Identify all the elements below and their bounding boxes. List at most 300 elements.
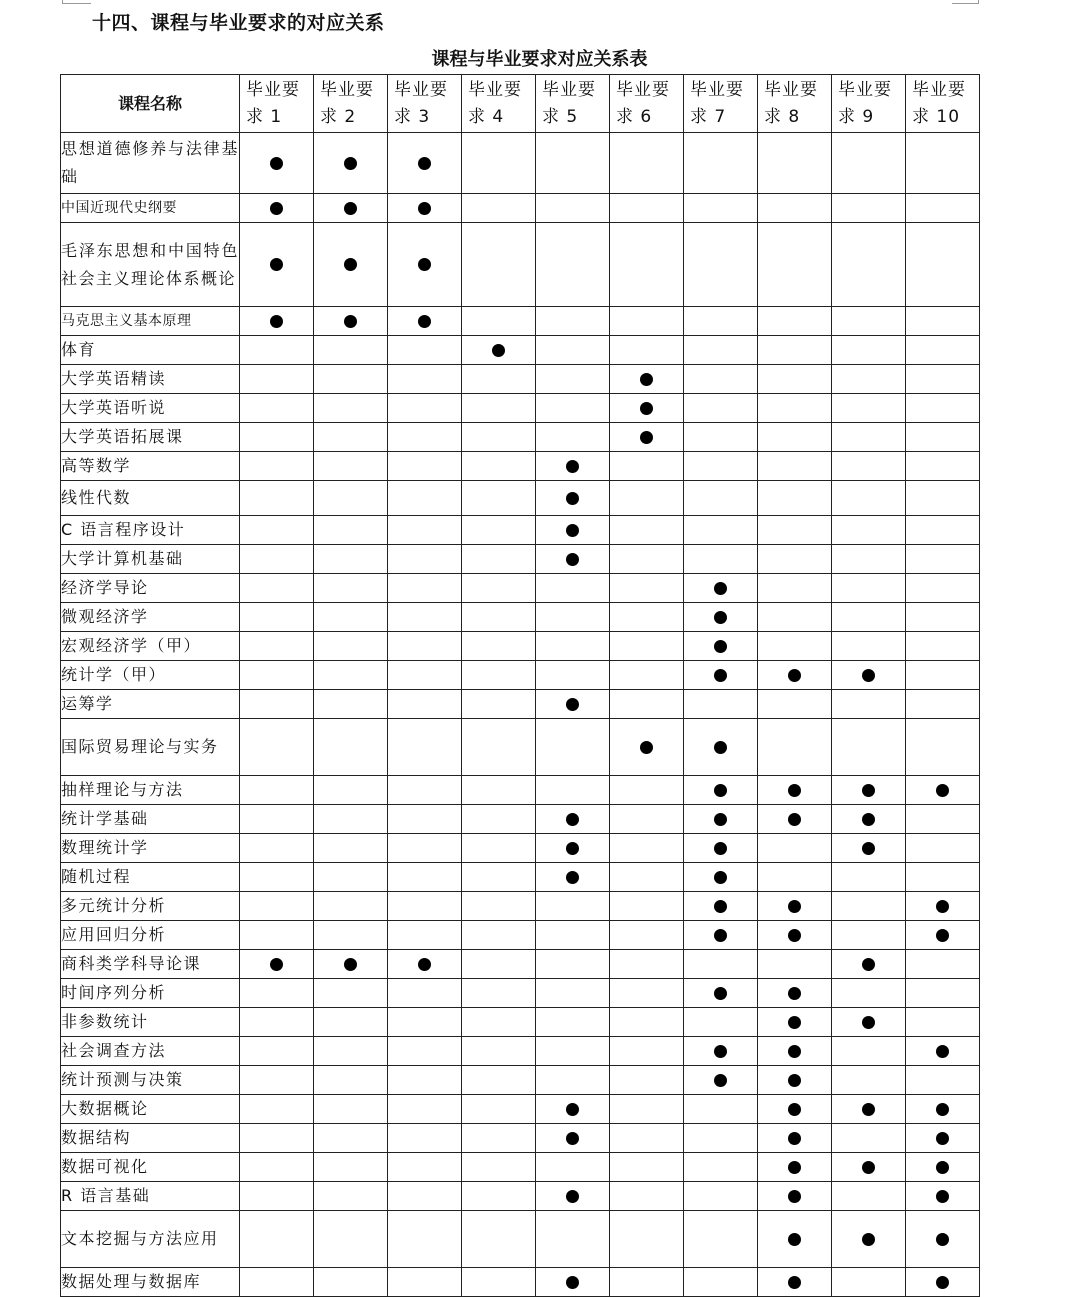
course-name-cell: 数理统计学 (61, 834, 240, 863)
requirement-cell (832, 1211, 906, 1268)
requirement-cell (758, 632, 832, 661)
requirement-header: 毕业要求 1 (240, 75, 314, 133)
mark-dot-icon (714, 842, 727, 855)
requirement-cell (314, 1124, 388, 1153)
requirement-cell (388, 365, 462, 394)
requirement-cell (388, 307, 462, 336)
requirement-cell (240, 394, 314, 423)
requirement-cell (462, 1268, 536, 1297)
requirement-cell (388, 1211, 462, 1268)
requirement-cell (610, 1153, 684, 1182)
requirement-cell (684, 336, 758, 365)
requirement-cell (832, 1037, 906, 1066)
table-row (61, 805, 980, 834)
mark-dot-icon (936, 1190, 949, 1203)
requirement-cell (906, 863, 980, 892)
requirement-cell (610, 481, 684, 516)
requirement-cell (610, 1124, 684, 1153)
mark-dot-icon (714, 611, 727, 624)
requirement-cell (388, 776, 462, 805)
course-name-cell: 统计预测与决策 (61, 1066, 240, 1095)
requirement-cell (388, 892, 462, 921)
requirement-cell (906, 1037, 980, 1066)
requirement-cell (536, 834, 610, 863)
requirement-cell (758, 574, 832, 603)
course-name-cell: 统计学（甲） (61, 661, 240, 690)
requirement-cell (758, 1211, 832, 1268)
mark-dot-icon (788, 813, 801, 826)
mark-dot-icon (714, 900, 727, 913)
mark-dot-icon (714, 582, 727, 595)
requirement-cell (240, 1153, 314, 1182)
requirement-cell (314, 719, 388, 776)
requirement-cell (906, 545, 980, 574)
requirement-header: 毕业要求 10 (906, 75, 980, 133)
course-name-cell: 数据处理与数据库 (61, 1268, 240, 1297)
course-requirement-table (60, 74, 980, 1297)
page-corner-mark-left (62, 0, 91, 4)
requirement-cell (610, 365, 684, 394)
requirement-cell (684, 516, 758, 545)
requirement-cell (758, 863, 832, 892)
table-row (61, 1037, 980, 1066)
mark-dot-icon (936, 784, 949, 797)
requirement-header: 毕业要求 9 (832, 75, 906, 133)
requirement-cell (240, 1008, 314, 1037)
requirement-cell (462, 661, 536, 690)
mark-dot-icon (788, 784, 801, 797)
requirement-cell (758, 545, 832, 574)
requirement-cell (758, 892, 832, 921)
requirement-cell (758, 603, 832, 632)
requirement-cell (610, 776, 684, 805)
requirement-cell (758, 805, 832, 834)
requirement-cell (758, 223, 832, 307)
requirement-cell (684, 1037, 758, 1066)
requirement-cell (462, 979, 536, 1008)
requirement-cell (684, 1066, 758, 1095)
requirement-cell (610, 133, 684, 194)
requirement-cell (314, 863, 388, 892)
requirement-cell (684, 950, 758, 979)
requirement-cell (536, 307, 610, 336)
requirement-cell (314, 1211, 388, 1268)
mark-dot-icon (788, 900, 801, 913)
requirement-cell (906, 1268, 980, 1297)
requirement-cell (832, 603, 906, 632)
requirement-cell (832, 194, 906, 223)
requirement-cell (610, 452, 684, 481)
requirement-cell (314, 423, 388, 452)
requirement-cell (684, 223, 758, 307)
requirement-cell (758, 365, 832, 394)
requirement-cell (906, 574, 980, 603)
requirement-cell (758, 133, 832, 194)
requirement-cell (832, 979, 906, 1008)
requirement-cell (906, 632, 980, 661)
mark-dot-icon (788, 1161, 801, 1174)
requirement-cell (388, 574, 462, 603)
mark-dot-icon (936, 1161, 949, 1174)
requirement-cell (536, 805, 610, 834)
requirement-cell (388, 834, 462, 863)
requirement-cell (906, 1182, 980, 1211)
requirement-cell (758, 661, 832, 690)
mark-dot-icon (936, 929, 949, 942)
requirement-cell (314, 950, 388, 979)
requirement-cell (906, 336, 980, 365)
requirement-cell (832, 574, 906, 603)
mark-dot-icon (788, 1132, 801, 1145)
course-name-cell: 高等数学 (61, 452, 240, 481)
course-name-cell: C 语言程序设计 (61, 516, 240, 545)
requirement-cell (314, 1037, 388, 1066)
mark-dot-icon (566, 842, 579, 855)
requirement-cell (314, 336, 388, 365)
requirement-cell (684, 719, 758, 776)
requirement-cell (314, 307, 388, 336)
requirement-cell (536, 892, 610, 921)
requirement-cell (388, 1095, 462, 1124)
requirement-header: 毕业要求 5 (536, 75, 610, 133)
mark-dot-icon (270, 202, 283, 215)
requirement-cell (758, 452, 832, 481)
course-name-cell: 时间序列分析 (61, 979, 240, 1008)
table-row (61, 223, 980, 307)
requirement-cell (536, 690, 610, 719)
requirement-cell (388, 1182, 462, 1211)
requirement-cell (536, 194, 610, 223)
requirement-cell (314, 661, 388, 690)
table-row (61, 545, 980, 574)
mark-dot-icon (936, 1233, 949, 1246)
requirement-cell (832, 690, 906, 719)
course-name-cell: 国际贸易理论与实务 (61, 719, 240, 776)
table-row (61, 1211, 980, 1268)
requirement-cell (536, 1268, 610, 1297)
requirement-cell (462, 307, 536, 336)
table-row (61, 719, 980, 776)
requirement-cell (610, 223, 684, 307)
requirement-cell (758, 516, 832, 545)
requirement-cell (906, 805, 980, 834)
requirement-cell (684, 892, 758, 921)
mark-dot-icon (640, 431, 653, 444)
requirement-cell (240, 1124, 314, 1153)
requirement-cell (832, 1095, 906, 1124)
requirement-cell (906, 950, 980, 979)
requirement-cell (684, 1153, 758, 1182)
requirement-cell (462, 336, 536, 365)
requirement-cell (462, 950, 536, 979)
page-corner-mark-right (952, 0, 979, 4)
course-name-cell: 运筹学 (61, 690, 240, 719)
requirement-cell (240, 194, 314, 223)
course-name-cell: 大学英语听说 (61, 394, 240, 423)
requirement-cell (240, 423, 314, 452)
mark-dot-icon (788, 1045, 801, 1058)
requirement-cell (462, 194, 536, 223)
requirement-cell (832, 950, 906, 979)
requirement-cell (314, 805, 388, 834)
mark-dot-icon (566, 698, 579, 711)
requirement-cell (240, 1095, 314, 1124)
mark-dot-icon (566, 1190, 579, 1203)
requirement-cell (684, 1268, 758, 1297)
requirement-cell (684, 776, 758, 805)
mark-dot-icon (344, 157, 357, 170)
requirement-cell (240, 1066, 314, 1095)
requirement-cell (610, 394, 684, 423)
mark-dot-icon (788, 987, 801, 1000)
mark-dot-icon (714, 929, 727, 942)
mark-dot-icon (862, 669, 875, 682)
requirement-cell (462, 690, 536, 719)
requirement-cell (240, 336, 314, 365)
requirement-cell (832, 1153, 906, 1182)
requirement-cell (758, 1268, 832, 1297)
requirement-cell (314, 1182, 388, 1211)
requirement-cell (314, 892, 388, 921)
requirement-cell (684, 365, 758, 394)
requirement-cell (388, 719, 462, 776)
table-row (61, 690, 980, 719)
requirement-cell (758, 1124, 832, 1153)
requirement-cell (832, 661, 906, 690)
requirement-cell (610, 1211, 684, 1268)
requirement-cell (832, 921, 906, 950)
requirement-cell (536, 1124, 610, 1153)
requirement-cell (610, 690, 684, 719)
requirement-header: 毕业要求 2 (314, 75, 388, 133)
requirement-cell (684, 307, 758, 336)
requirement-cell (832, 776, 906, 805)
requirement-cell (240, 1037, 314, 1066)
mark-dot-icon (714, 741, 727, 754)
mark-dot-icon (566, 492, 579, 505)
requirement-cell (462, 921, 536, 950)
requirement-cell (388, 336, 462, 365)
requirement-cell (906, 481, 980, 516)
requirement-cell (314, 1008, 388, 1037)
requirement-cell (388, 194, 462, 223)
mark-dot-icon (714, 987, 727, 1000)
requirement-cell (610, 979, 684, 1008)
mark-dot-icon (640, 402, 653, 415)
requirement-cell (610, 194, 684, 223)
requirement-cell (832, 133, 906, 194)
requirement-cell (536, 632, 610, 661)
requirement-cell (314, 776, 388, 805)
requirement-cell (314, 1095, 388, 1124)
requirement-cell (462, 603, 536, 632)
requirement-cell (536, 452, 610, 481)
requirement-cell (462, 481, 536, 516)
course-name-cell: 马克思主义基本原理 (61, 307, 240, 336)
requirement-cell (536, 223, 610, 307)
requirement-cell (240, 776, 314, 805)
requirement-cell (388, 1066, 462, 1095)
requirement-cell (314, 133, 388, 194)
requirement-cell (240, 307, 314, 336)
requirement-cell (240, 979, 314, 1008)
course-name-cell: 中国近现代史纲要 (61, 194, 240, 223)
requirement-cell (536, 950, 610, 979)
mark-dot-icon (714, 1045, 727, 1058)
requirement-cell (610, 661, 684, 690)
course-name-cell: 社会调查方法 (61, 1037, 240, 1066)
table-title: 课程与毕业要求对应关系表 (431, 49, 648, 70)
course-name-cell: 随机过程 (61, 863, 240, 892)
mark-dot-icon (344, 202, 357, 215)
course-name-cell: 线性代数 (61, 481, 240, 516)
requirement-cell (240, 1211, 314, 1268)
course-name-cell: 毛泽东思想和中国特色社会主义理论体系概论 (61, 223, 240, 307)
requirement-cell (314, 921, 388, 950)
requirement-cell (240, 365, 314, 394)
course-name-cell: 宏观经济学（甲） (61, 632, 240, 661)
requirement-cell (314, 452, 388, 481)
requirement-cell (610, 603, 684, 632)
requirement-cell (832, 1066, 906, 1095)
mark-dot-icon (788, 1103, 801, 1116)
mark-dot-icon (862, 842, 875, 855)
requirement-cell (462, 1153, 536, 1182)
table-row (61, 481, 980, 516)
table-row (61, 632, 980, 661)
requirement-cell (462, 223, 536, 307)
requirement-cell (758, 921, 832, 950)
requirement-cell (388, 423, 462, 452)
requirement-cell (684, 574, 758, 603)
requirement-cell (388, 1124, 462, 1153)
requirement-cell (832, 481, 906, 516)
requirement-cell (240, 661, 314, 690)
requirement-cell (832, 336, 906, 365)
mark-dot-icon (788, 1074, 801, 1087)
requirement-cell (832, 805, 906, 834)
requirement-cell (314, 1066, 388, 1095)
mark-dot-icon (862, 958, 875, 971)
mark-dot-icon (344, 958, 357, 971)
requirement-cell (832, 1182, 906, 1211)
requirement-header: 毕业要求 4 (462, 75, 536, 133)
requirement-cell (684, 1211, 758, 1268)
requirement-cell (314, 545, 388, 574)
mark-dot-icon (418, 202, 431, 215)
requirement-cell (462, 863, 536, 892)
table-row (61, 423, 980, 452)
requirement-cell (388, 950, 462, 979)
mark-dot-icon (788, 669, 801, 682)
mark-dot-icon (936, 1103, 949, 1116)
requirement-cell (610, 516, 684, 545)
mark-dot-icon (714, 871, 727, 884)
requirement-cell (314, 834, 388, 863)
requirement-cell (536, 481, 610, 516)
requirement-cell (536, 423, 610, 452)
mark-dot-icon (566, 871, 579, 884)
mark-dot-icon (936, 900, 949, 913)
requirement-cell (832, 307, 906, 336)
requirement-cell (906, 690, 980, 719)
requirement-cell (462, 452, 536, 481)
course-name-cell: 大学英语精读 (61, 365, 240, 394)
mark-dot-icon (714, 784, 727, 797)
requirement-cell (758, 950, 832, 979)
requirement-cell (388, 632, 462, 661)
mark-dot-icon (862, 1233, 875, 1246)
table-row (61, 979, 980, 1008)
requirement-cell (758, 1182, 832, 1211)
requirement-header: 毕业要求 6 (610, 75, 684, 133)
course-name-cell: 大学英语拓展课 (61, 423, 240, 452)
course-name-cell: 数据可视化 (61, 1153, 240, 1182)
requirement-cell (684, 979, 758, 1008)
requirement-cell (240, 452, 314, 481)
table-row (61, 516, 980, 545)
requirement-cell (684, 603, 758, 632)
requirement-cell (314, 481, 388, 516)
requirement-cell (240, 863, 314, 892)
requirement-cell (832, 223, 906, 307)
course-name-cell: 商科类学科导论课 (61, 950, 240, 979)
requirement-cell (610, 1066, 684, 1095)
requirement-cell (758, 1095, 832, 1124)
requirement-cell (536, 394, 610, 423)
mark-dot-icon (344, 315, 357, 328)
requirement-cell (462, 1124, 536, 1153)
requirement-cell (758, 336, 832, 365)
requirement-cell (758, 307, 832, 336)
requirement-cell (240, 574, 314, 603)
table-row (61, 394, 980, 423)
mark-dot-icon (492, 344, 505, 357)
requirement-cell (536, 1182, 610, 1211)
course-name-cell: 大学计算机基础 (61, 545, 240, 574)
requirement-cell (684, 805, 758, 834)
requirement-cell (684, 632, 758, 661)
requirement-cell (462, 1037, 536, 1066)
requirement-cell (832, 892, 906, 921)
table-row (61, 863, 980, 892)
requirement-cell (536, 574, 610, 603)
course-name-cell: R 语言基础 (61, 1182, 240, 1211)
requirement-cell (684, 1182, 758, 1211)
course-name-cell: 抽样理论与方法 (61, 776, 240, 805)
requirement-cell (388, 661, 462, 690)
requirement-cell (536, 365, 610, 394)
requirement-cell (388, 1153, 462, 1182)
requirement-cell (462, 1095, 536, 1124)
requirement-cell (388, 805, 462, 834)
requirement-cell (240, 834, 314, 863)
requirement-cell (832, 365, 906, 394)
requirement-cell (758, 1153, 832, 1182)
requirement-cell (684, 545, 758, 574)
mark-dot-icon (862, 784, 875, 797)
requirement-cell (684, 863, 758, 892)
mark-dot-icon (788, 1016, 801, 1029)
requirement-cell (906, 307, 980, 336)
requirement-header: 毕业要求 8 (758, 75, 832, 133)
requirement-cell (536, 516, 610, 545)
requirement-cell (906, 1008, 980, 1037)
table-row (61, 365, 980, 394)
course-name-cell: 大数据概论 (61, 1095, 240, 1124)
mark-dot-icon (418, 315, 431, 328)
requirement-cell (610, 336, 684, 365)
